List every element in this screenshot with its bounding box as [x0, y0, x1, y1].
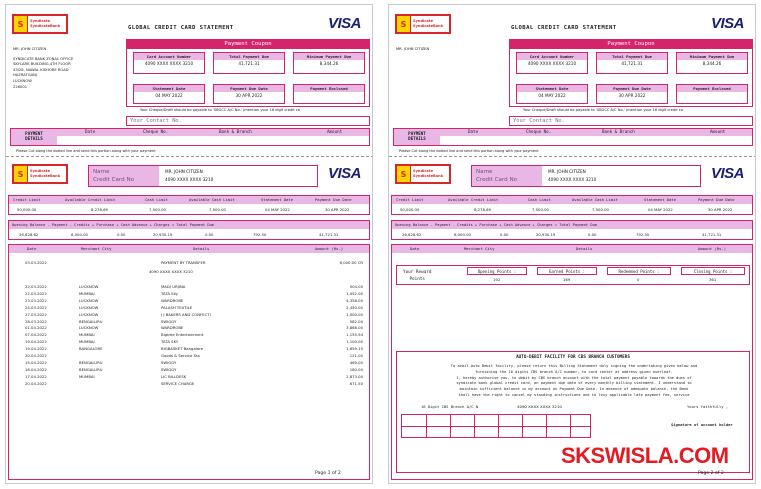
- txn-amount: 1,100.00: [346, 339, 363, 345]
- txn-date: 20.04.2022: [25, 380, 47, 386]
- visa-logo: VISA: [328, 15, 362, 32]
- summary-col: Available Credit Limit: [448, 197, 499, 202]
- coupon-heading: Payment Coupon: [127, 40, 369, 49]
- reward-earned-value: 169: [563, 277, 571, 282]
- summary-val: 7,500.00: [209, 207, 226, 212]
- card-value: 4090 XXXX XXXX 3210: [548, 177, 597, 182]
- balance-charges: 792.50: [636, 232, 650, 237]
- txn-amount: 1,000.00: [346, 311, 363, 317]
- txn-amount: 6,000.00 CR: [339, 260, 363, 265]
- txn-city: LUCKNOW: [79, 325, 99, 331]
- balance-header: Opening Balance - Payment - Credits + Purchase + Cash Advance + Charges = Total Payment Due: [392, 221, 752, 229]
- txn-city: LUCKNOW: [79, 311, 99, 317]
- name-card-values: [548, 168, 596, 184]
- cut-note: Please Cut along the dotted line and send this portion along with your payment: [399, 149, 539, 153]
- pay-due-date-value: 30 APR 2022: [618, 93, 646, 98]
- txn-detail: PALASH TEXTILE: [161, 304, 193, 310]
- pay-enclosed-box[interactable]: [293, 84, 365, 104]
- txn-amount: 1,052.00: [346, 290, 363, 296]
- reward-closing-value: 361: [709, 277, 717, 282]
- txn-city: LUCKNOW: [79, 284, 99, 289]
- yours-faithfully: Yours faithfully ,: [687, 404, 729, 409]
- bank-name-line1: Syndicate: [413, 169, 434, 173]
- name-card-values: [165, 168, 213, 184]
- coupon-heading: Payment Coupon: [510, 40, 752, 49]
- txn-date: 16.04.2022: [25, 366, 47, 372]
- payment-details-label: [11, 129, 57, 145]
- summary-col: Available Cash Limit: [572, 197, 618, 202]
- txn-detail: PAYMENT BY TRANSFER: [161, 260, 206, 265]
- txn-date: 01.04.2022: [25, 325, 47, 331]
- address-line: 43/28, NAWAL KISHORE ROAD: [13, 67, 69, 72]
- pay-due-date-box: [596, 84, 668, 104]
- auto-debit-line: shall have the right to cancel my standing instructions and to levy applicable late payment fee, service: [458, 392, 690, 397]
- summary-col: Available Credit Limit: [65, 197, 116, 202]
- pay-due-date-label: Payment Due Date: [597, 85, 667, 92]
- txn-detail: TATA SKY: [161, 339, 179, 345]
- visa-logo: VISA: [711, 165, 745, 182]
- stmt-date-value: 04 MAY 2022: [538, 93, 566, 98]
- address-line: LUCKNOW: [13, 78, 32, 83]
- txn-date: 15.04.2022: [25, 359, 47, 365]
- txn-city: BENGALURU: [79, 359, 103, 365]
- balance-purchase: 20,930.19: [536, 232, 556, 237]
- txn-city: MUMBAI: [79, 339, 95, 345]
- summary-val: 30 APR 2022: [708, 207, 733, 212]
- summary-val: 50,000.00: [400, 207, 420, 212]
- col-amount: Amount: [710, 129, 726, 134]
- col-bank-branch: Bank & Branch: [602, 129, 635, 134]
- txn-amount: 671.50: [349, 380, 363, 386]
- txn-date: 07.04.2022: [25, 332, 47, 338]
- reward-closing-label: Closing Points :: [681, 267, 745, 275]
- payment-coupon: [509, 39, 753, 107]
- txn-amount: 180.00: [349, 366, 363, 372]
- statement-page-1: [5, 4, 373, 484]
- page-number: Page 1 of 2: [315, 471, 341, 476]
- txn-amount: 1,155.94: [346, 332, 363, 338]
- total-due-label: Total Payment Due: [597, 53, 667, 60]
- name-card-labels: [89, 166, 159, 186]
- reward-earned-label: Earned Points :: [537, 267, 597, 275]
- txn-city: BANGALORE: [79, 346, 103, 352]
- card-label: Credit Card No: [93, 177, 135, 183]
- txn-col-city: Merchant City: [81, 246, 112, 251]
- summary-col: Credit Limit: [13, 197, 41, 202]
- signature-grid: [401, 414, 591, 438]
- bank-logo: [395, 14, 451, 34]
- card-label: Credit Card No: [476, 177, 518, 183]
- total-due-value: 41,721.31: [621, 61, 643, 66]
- txn-detail: SERVICE CHARGE: [161, 380, 195, 386]
- txn-col-date: Date: [27, 246, 37, 251]
- summary-val: 8,278.69: [474, 207, 491, 212]
- bank-logo-mark: S: [14, 16, 28, 32]
- balance-purchase: 20,930.19: [153, 232, 173, 237]
- balance-opening: 26,628.62: [402, 232, 422, 237]
- reward-redeemed-label: Redeemed Points :: [607, 267, 671, 275]
- name-card-box: [471, 165, 701, 187]
- txn-city: BENGALURU: [79, 366, 103, 372]
- txn-detail: WARDROBE: [161, 325, 184, 331]
- contact-field[interactable]: Your Contact No.: [126, 116, 370, 126]
- name-label: Name: [476, 169, 493, 175]
- txn-amount: 469.00: [349, 359, 363, 365]
- customer-name: MR. JOHN CITIZEN: [13, 47, 47, 51]
- txn-col-details: Details: [193, 246, 210, 251]
- visa-logo: VISA: [711, 15, 745, 32]
- reward-points-box: [396, 265, 750, 285]
- txn-detail: TATA Sky: [161, 290, 178, 296]
- bank-logo-mark: S: [14, 166, 28, 182]
- payment-coupon: [126, 39, 370, 107]
- txn-detail: Bigtree Entertainment: [161, 332, 204, 338]
- min-due-label: Minimum Payment Due: [677, 53, 747, 60]
- cut-line: [6, 156, 373, 157]
- transaction-header: [392, 245, 752, 253]
- name-value: MR. JOHN CITIZEN: [165, 169, 203, 174]
- cut-line: [389, 156, 756, 157]
- txn-amount: 1,659.15: [346, 346, 363, 352]
- bank-name-line2: SyndicateBank: [30, 24, 61, 28]
- txn-date: 23.03.2022: [25, 297, 47, 303]
- auto-debit-line: furnishing the 16 digits CBS branch A/C number, to card center at address given overleaf.: [475, 369, 673, 374]
- txn-date: 20.04.2022: [25, 353, 47, 358]
- txn-detail: SWIGGY: [161, 318, 177, 324]
- bank-name-line1: Syndicate: [413, 19, 434, 23]
- card-account-value: 4090 XXXX XXXX 3210: [527, 61, 577, 66]
- txn-amount: 2,873.00: [346, 373, 363, 379]
- pay-due-date-value: 30 APR 2022: [235, 93, 263, 98]
- account-summary: [8, 195, 370, 215]
- txn-date: 19.04.2022: [25, 339, 47, 345]
- stmt-date-label: Statement Date: [517, 85, 587, 92]
- txn-col-date: Date: [410, 246, 420, 251]
- txn-detail: WARDROBE: [161, 297, 184, 303]
- summary-col: Payment Due Date: [315, 197, 352, 202]
- txn-col-details: Details: [576, 246, 593, 251]
- txn-date: 19.04.2022: [25, 346, 47, 352]
- customer-name: MR. JOHN CITIZEN: [396, 47, 430, 51]
- pay-due-date-label: Payment Due Date: [214, 85, 284, 92]
- account-summary: [391, 195, 753, 215]
- bank-name-line2: SyndicateBank: [413, 24, 444, 28]
- stmt-date-label: Statement Date: [134, 85, 204, 92]
- auto-debit-line: maintain sufficient balance in my account on Payment Due Date. In absence of adequate balance, the Bank: [459, 387, 689, 392]
- total-due-box: [213, 52, 285, 74]
- payment-details-label-2: DETAILS: [408, 136, 426, 141]
- txn-card-number: 4090 XXXX XXXX 3210: [149, 269, 193, 274]
- transaction-row: [9, 381, 369, 388]
- txn-amount: 582.00: [349, 318, 363, 324]
- balance-opening: 26,628.62: [19, 232, 39, 237]
- min-due-box: [676, 52, 748, 74]
- bank-logo: [12, 14, 68, 34]
- balance-summary: [391, 220, 753, 240]
- pay-due-date-box: [213, 84, 285, 104]
- txn-detail: J J BAKERS AND CONFECTI: [161, 311, 211, 317]
- cheque-note: Your Cheque/Draft should be payable to 'SBGCC A/C No.' (mention your 16 digit credit ca: [140, 108, 300, 112]
- summary-col: Statement Date: [261, 197, 294, 202]
- txn-city: MUMBAI: [79, 373, 95, 379]
- txn-col-amount: Amount (Rs.): [315, 246, 344, 251]
- txn-date: 24.03.2022: [25, 304, 47, 310]
- txn-city: LUCKNOW: [79, 304, 99, 310]
- txn-detail: MAD/ URJINA: [161, 284, 186, 289]
- summary-val: 04 MAY 2022: [265, 207, 290, 212]
- name-card-box: [88, 165, 318, 187]
- balance-payment: 6,000.00: [454, 232, 471, 237]
- pay-enclosed-label: Payment Enclosed: [294, 85, 364, 92]
- txn-amount: 2,450.00: [346, 304, 363, 310]
- reward-opening-label: Opening Points :: [467, 267, 527, 275]
- address-line: SKYLARK BUILDING,4TH FLOOR: [13, 62, 71, 67]
- balance-total-due: 41,721.31: [702, 232, 722, 237]
- txn-detail: SWIGGY: [161, 366, 177, 372]
- txn-city: MUMBAI: [79, 332, 95, 338]
- summary-col: Statement Date: [644, 197, 677, 202]
- signature-label: Signature of account holder: [671, 422, 733, 427]
- summary-col: Available Cash Limit: [189, 197, 235, 202]
- txn-city: BENGALURU: [79, 318, 103, 324]
- balance-credits: 0.00: [117, 232, 126, 237]
- summary-col: Payment Due Date: [698, 197, 735, 202]
- name-value: MR. JOHN CITIZEN: [548, 169, 586, 174]
- page-number: Page 2 of 2: [698, 471, 724, 476]
- summary-val: 7,500.00: [149, 207, 166, 212]
- reward-points-label: [403, 269, 431, 283]
- col-date: Date: [85, 129, 96, 134]
- summary-val: 50,000.00: [17, 207, 37, 212]
- bank-name-line2: SyndicateBank: [30, 174, 61, 178]
- cbs-account-label: 16 Digit CBS Branch A/C N: [421, 404, 479, 409]
- txn-detail: Goods & Service Tax: [161, 353, 200, 358]
- txn-amount: 121.00: [349, 353, 363, 358]
- bank-name-line1: Syndicate: [30, 169, 51, 173]
- payment-details-label-1: PAYMENT: [408, 131, 426, 136]
- txn-detail: LIC BILLDESK: [161, 373, 187, 379]
- card-value: 4090 XXXX XXXX 3210: [165, 177, 214, 182]
- txn-amount: 3,868.00: [346, 325, 363, 331]
- txn-amount: 4,358.00: [346, 297, 363, 303]
- summary-col: Cash Limit: [145, 197, 168, 202]
- visa-logo: VISA: [328, 165, 362, 182]
- txn-detail: SWIGGY: [161, 359, 177, 365]
- bank-logo: [12, 164, 68, 184]
- total-due-label: Total Payment Due: [214, 53, 284, 60]
- address-line: HAZRATGANJ: [13, 73, 37, 78]
- transaction-table: [8, 244, 370, 480]
- watermark-text: SKSWISLA.COM: [561, 443, 729, 468]
- cheque-note: Your Cheque/Draft should be payable to 'SBGCC A/C No.' (mention your 16 digit credit ca: [523, 108, 683, 112]
- pay-enclosed-box[interactable]: [676, 84, 748, 104]
- statement-title: GLOBAL CREDIT CARD STATEMENT: [128, 25, 234, 31]
- statement-page-2: [388, 4, 756, 484]
- reward-label-1: Your Reward: [403, 270, 432, 275]
- transaction-row: [9, 260, 369, 267]
- min-due-value: 8,344.26: [319, 61, 339, 66]
- txn-date: 17.04.2022: [25, 373, 47, 379]
- payment-details-header: [57, 129, 369, 136]
- payment-details-table: [10, 128, 370, 146]
- payment-details-label-2: DETAILS: [25, 136, 43, 141]
- statement-title: GLOBAL CREDIT CARD STATEMENT: [511, 25, 617, 31]
- summary-val: 7,500.00: [532, 207, 549, 212]
- name-card-labels: [472, 166, 542, 186]
- txn-amount: 504.00: [349, 284, 363, 289]
- bank-name-line1: Syndicate: [30, 19, 51, 23]
- reward-label-2: Points: [409, 277, 425, 282]
- address-line: SYNDICATE BANK ZONAL OFFICE: [13, 56, 74, 61]
- col-cheque-no: Cheque No.: [143, 129, 169, 134]
- txn-date: 27.03.2022: [25, 311, 47, 317]
- txn-date: 03.03.2022: [25, 260, 47, 265]
- txn-city: MUMBAI: [79, 290, 95, 296]
- auto-debit-line: syndicate bank global credit card, on payment due date of every monthly billing statement. I understand to: [456, 381, 692, 386]
- stmt-date-value: 04 MAY 2022: [155, 93, 183, 98]
- card-account-box: [133, 52, 205, 74]
- txn-col-amount: Amount (Rs.): [698, 246, 727, 251]
- payment-details-label: [394, 129, 440, 145]
- balance-credits: 0.00: [500, 232, 509, 237]
- stmt-date-box: [516, 84, 588, 104]
- balance-cash-advance: 0.00: [588, 232, 597, 237]
- reward-redeemed-value: 0: [637, 277, 640, 282]
- customer-address-block: [13, 47, 73, 90]
- payment-details-table: [393, 128, 753, 146]
- summary-col: Credit Limit: [396, 197, 424, 202]
- stmt-date-box: [133, 84, 205, 104]
- min-due-value: 8,344.26: [702, 61, 722, 66]
- total-due-value: 41,721.31: [238, 61, 260, 66]
- col-cheque-no: Cheque No.: [526, 129, 552, 134]
- cbs-account-value[interactable]: 4090 XXXX XXXX 3210: [517, 404, 562, 409]
- balance-summary: [8, 220, 370, 240]
- card-account-label: Card Account Number: [517, 53, 587, 60]
- balance-total-due: 41,721.31: [319, 232, 339, 237]
- col-bank-branch: Bank & Branch: [219, 129, 252, 134]
- card-account-box: [516, 52, 588, 74]
- txn-col-city: Merchant City: [464, 246, 495, 251]
- bank-logo-mark: S: [397, 166, 411, 182]
- summary-col: Cash Limit: [528, 197, 551, 202]
- min-due-label: Minimum Payment Due: [294, 53, 364, 60]
- txn-date: 22.03.2022: [25, 290, 47, 296]
- balance-payment: 6,000.00: [71, 232, 88, 237]
- address-line: 226001: [13, 84, 28, 89]
- transaction-header: [9, 245, 369, 253]
- auto-debit-heading: AUTO-DEBIT FACILITY FOR CBS BRANCH CUSTOMERS: [516, 355, 630, 360]
- auto-debit-body: [403, 364, 745, 399]
- contact-field[interactable]: Your Contact No.: [509, 116, 753, 126]
- card-account-value: 4090 XXXX XXXX 3210: [144, 61, 194, 66]
- txn-date: 28.03.2022: [25, 318, 47, 324]
- summary-val: 30 APR 2022: [325, 207, 350, 212]
- col-amount: Amount: [327, 129, 343, 134]
- bank-logo: [395, 164, 451, 184]
- col-date: Date: [468, 129, 479, 134]
- name-label: Name: [93, 169, 110, 175]
- auto-debit-line: To avail Auto Debit facility, please return this Billing Statement duly signing the undertaking given below and: [450, 364, 698, 368]
- bank-name-line2: SyndicateBank: [413, 174, 444, 178]
- pay-enclosed-label: Payment Enclosed: [677, 85, 747, 92]
- payment-details-header: [440, 129, 752, 136]
- summary-val: 7,500.00: [592, 207, 609, 212]
- txn-date: 22.03.2022: [25, 284, 47, 289]
- card-account-label: Card Account Number: [134, 53, 204, 60]
- auto-debit-line: I, hereby authorise you, to debit my CBS branch account with the total payment payable towards the dues of: [456, 375, 692, 380]
- balance-charges: 792.50: [253, 232, 267, 237]
- cut-note: Please Cut along the dotted line and send this portion along with your payment: [16, 149, 156, 153]
- bank-logo-mark: S: [397, 16, 411, 32]
- txn-detail: BIGBASKET Bangalore: [161, 346, 203, 352]
- total-due-box: [596, 52, 668, 74]
- summary-val: 8,278.69: [91, 207, 108, 212]
- reward-opening-value: 192: [493, 277, 501, 282]
- summary-val: 04 MAY 2022: [648, 207, 673, 212]
- balance-cash-advance: 0.00: [205, 232, 214, 237]
- payment-details-label-1: PAYMENT: [25, 131, 43, 136]
- txn-city: LUCKNOW: [79, 297, 99, 303]
- min-due-box: [293, 52, 365, 74]
- balance-header: Opening Balance - Payment - Credits + Purchase + Cash Advance + Charges = Total Payment Due: [9, 221, 369, 229]
